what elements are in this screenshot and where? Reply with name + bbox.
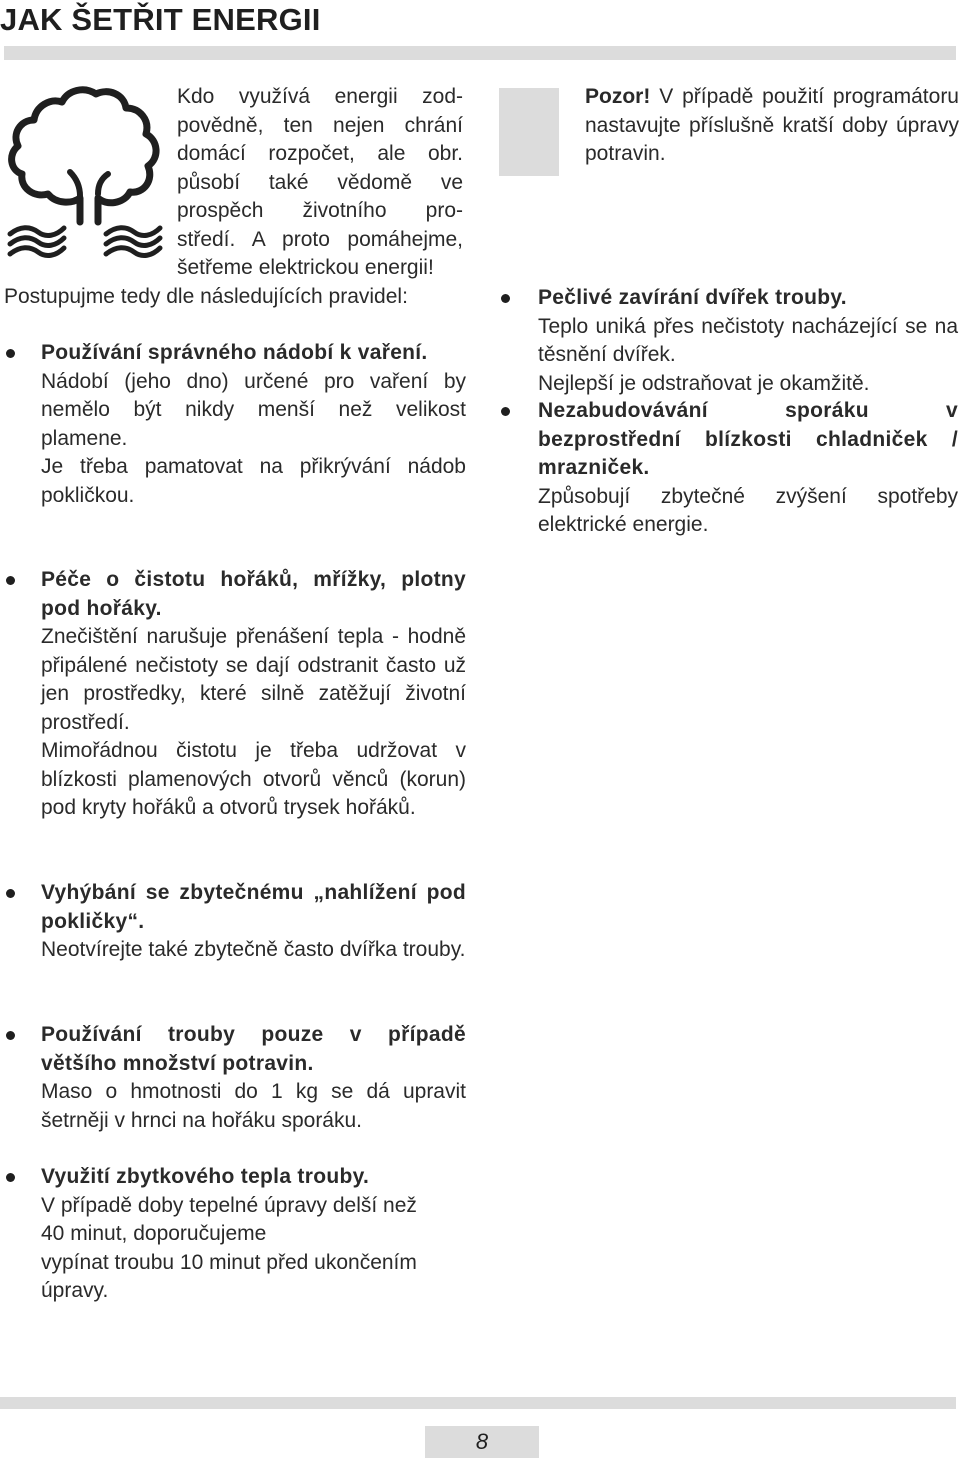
intro-line: prospěch životního pro-	[177, 199, 463, 222]
intro-line: povědně, ten nejen chrání	[177, 113, 463, 137]
tree-with-water-waves-icon	[6, 82, 166, 262]
bullet-text: Nádobí (jeho dno) určené pro vaření by nemělo být nikdy menší než velikost plamene.	[41, 369, 466, 450]
bullet-text: Mimořádnou čistotu je třeba udržovat v blízkosti plamenových otvorů věnců (korun) pod kryty hořáků a otvorů trysek hořáků.	[41, 739, 466, 819]
bullet-text: Teplo uniká přes nečistoty nacházející se na těsnění dvířek.	[538, 314, 958, 366]
bullet-heading: Péče o čistotu hořáků, mřížky, plotny pod hořáky.	[41, 568, 466, 620]
intro-line: Kdo využívá energii zod-	[177, 85, 463, 108]
bottom-divider-bar	[0, 1397, 956, 1409]
bullet-text: vypínat troubu 10 minut před ukončením úpravy.	[41, 1250, 417, 1302]
bullet-text: Neotvírejte také zbytečně často dvířka trouby.	[41, 938, 466, 961]
bullet-text: Znečištění narušuje přenášení tepla - hodně připálené nečistoty se dají odstranit často už jen prostředky, které silně zatěžují životní prostředí.	[41, 625, 466, 734]
intro-line: domácí rozpočet, ale obr.	[177, 142, 463, 165]
note-label: Pozor!	[585, 85, 651, 108]
bullet-text: V případě doby tepelné úpravy delší než	[41, 1193, 417, 1217]
intro-line: působí také vědomě ve	[177, 170, 463, 194]
top-divider-bar	[4, 46, 956, 60]
intro-line: šetřeme elektrickou energii!	[177, 256, 434, 279]
page-title: JAK ŠETŘIT ENERGII	[0, 2, 321, 37]
bullet-dot-icon	[6, 889, 15, 898]
warning-note	[585, 83, 959, 169]
bullet-dot-icon	[6, 576, 15, 585]
bullet-heading: Pečlivé zavírání dvířek trouby.	[538, 286, 847, 309]
note-text: V případě použití programátoru nastavujte příslušně kratší doby úpravy potravin.	[585, 85, 959, 165]
note-marker-box	[499, 88, 559, 176]
bullet-heading: Používání správného nádobí k vaření.	[41, 341, 428, 364]
bullet-text: Je třeba pamatovat na přikrývání nádob pokličkou.	[41, 455, 466, 507]
intro-last-line: Postupujme tedy dle následujících pravidel:	[4, 285, 408, 308]
bullet-text: Maso o hmotnosti do 1 kg se dá upravit šetrněji v hrnci na hořáku sporáku.	[41, 1080, 466, 1132]
bullet-heading: Vyhýbání se zbytečnému „nahlížení pod pokličky“.	[41, 881, 466, 933]
bullet-heading: Používání trouby pouze v případě většího množství potravin.	[41, 1023, 466, 1075]
bullet-dot-icon	[6, 1173, 15, 1182]
bullet-dot-icon	[501, 294, 510, 303]
bullet-text: 40 minut, doporučujeme	[41, 1222, 267, 1245]
bullet-text: Způsobují zbytečné zvýšení spotřeby elektrické energie.	[538, 484, 958, 536]
bullet-text: Nejlepší je odstraňovat je okamžitě.	[538, 371, 870, 395]
bullet-heading: Nezabudovávání sporáku v bezprostřední blízkosti chladniček / mrazniček.	[538, 399, 958, 479]
intro-line: středí. A proto pomáhejme,	[177, 227, 463, 251]
intro-paragraph	[177, 83, 463, 283]
bullet-dot-icon	[6, 1031, 15, 1040]
page-number: 8	[425, 1426, 539, 1458]
bullet-heading: Využití zbytkového tepla trouby.	[41, 1165, 370, 1188]
bullet-dot-icon	[6, 349, 15, 358]
bullet-dot-icon	[501, 407, 510, 416]
